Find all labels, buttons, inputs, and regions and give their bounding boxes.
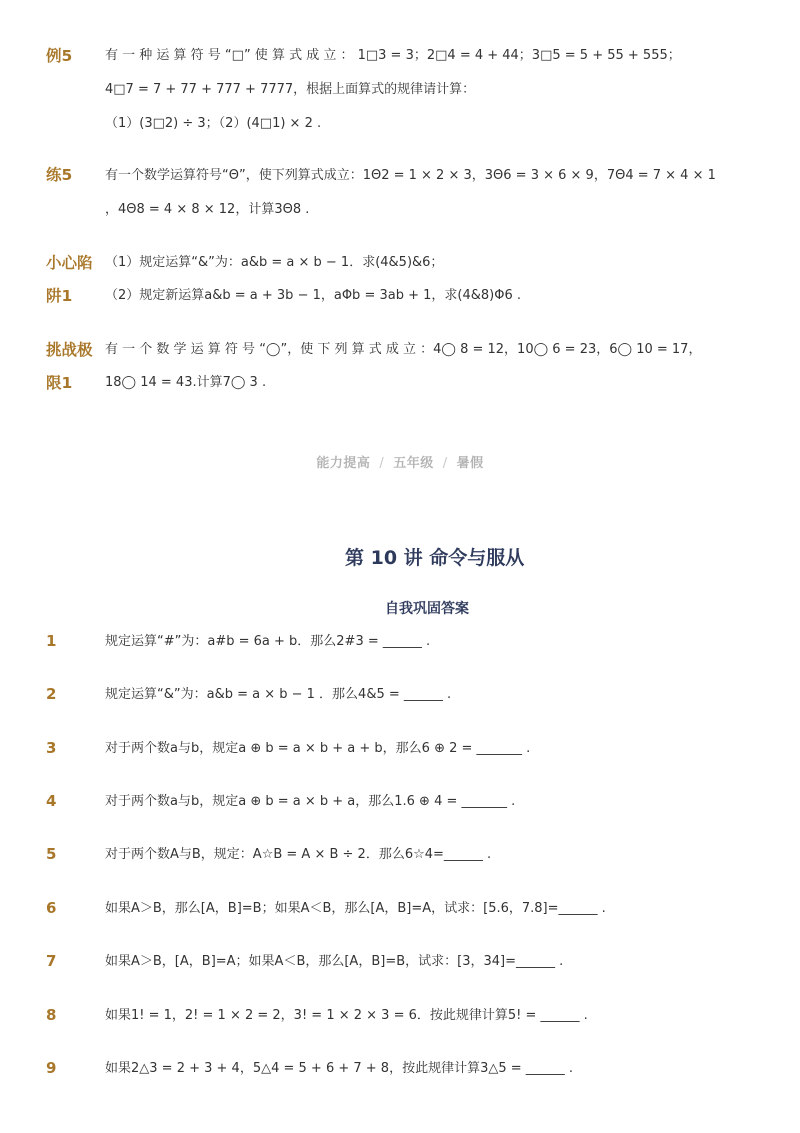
- problem-line: 有 一 个 数 学 运 算 符 号 “◯”，使 下 列 算 式 成 立 ：4◯ 8 = 12，10◯ 6 = 23，6◯ 10 = 17，: [105, 342, 702, 357]
- problem-line: 有 一 种 运 算 符 号 “□” 使 算 式 成 立 ： 1□3 = 3；2□4 = 4 + 44；3□5 = 5 + 55 + 555；: [105, 48, 681, 63]
- question-text: 对于两个数a与b，规定a ⊕ b = a × b + a，那么1.6 ⊕ 4 = _______ .: [105, 794, 516, 809]
- problem-label-practice5: 练5: [46, 166, 73, 184]
- problem-line: ，4Θ8 = 4 × 8 × 12，计算3Θ8 .: [105, 202, 310, 217]
- question-number: 9: [46, 1059, 57, 1077]
- problem-label-challenge1: 挑战极: [46, 341, 93, 359]
- question-number: 1: [46, 632, 57, 650]
- question-text: 对于两个数a与b，规定a ⊕ b = a × b + a + b，那么6 ⊕ 2 = _______ .: [105, 741, 531, 756]
- question-number: 4: [46, 792, 57, 810]
- question-text: 如果2△3 = 2 + 3 + 4，5△4 = 5 + 6 + 7 + 8，按此规律计算3△5 = ______ .: [105, 1061, 574, 1076]
- footer-part3: 暑假: [456, 456, 484, 471]
- problem-line: 有一个数学运算符号“Θ”，使下列算式成立：1Θ2 = 1 × 2 × 3，3Θ6 = 3 × 6 × 9，7Θ4 = 7 × 4 × 1: [105, 168, 716, 183]
- footer-part1: 能力提高: [316, 456, 371, 471]
- question-text: 对于两个数A与B，规定：A☆B = A × B ÷ 2．那么6☆4=______ .: [105, 847, 492, 862]
- footer-separator: /: [379, 456, 385, 471]
- question-text: 如果1! = 1，2! = 1 × 2 = 2，3! = 1 × 2 × 3 = 6．按此规律计算5! = ______ .: [105, 1008, 588, 1023]
- question-number: 2: [46, 685, 57, 703]
- question-text: 规定运算“#”为：a#b = 6a + b．那么2#3 = ______ .: [105, 634, 431, 649]
- problem-label-challenge1-line2: 限1: [46, 374, 73, 392]
- problem-label-example5: 例5: [46, 47, 73, 65]
- question-number: 6: [46, 899, 57, 917]
- question-text: 如果A＞B，[A，B]=A；如果A＜B，那么[A，B]=B，试求：[3，34]=______ .: [105, 954, 564, 969]
- problem-label-trap1-line2: 阱1: [46, 287, 73, 305]
- problem-line: （1）规定运算“&”为：a&b = a × b − 1．求(4&5)&6；: [105, 255, 444, 270]
- question-number: 8: [46, 1006, 57, 1024]
- chapter-title: 第 10 讲 命令与服从: [345, 547, 525, 569]
- footer-separator: /: [442, 456, 448, 471]
- problem-line: 4□7 = 7 + 77 + 777 + 7777，根据上面算式的规律请计算：: [105, 82, 476, 97]
- footer-part2: 五年级: [393, 456, 434, 471]
- section-title: 自我巩固答案: [385, 601, 469, 617]
- page-footer: [0, 452, 800, 471]
- problem-line: （2）规定新运算a&b = a + 3b − 1，aΦb = 3ab + 1，求(4&8)Φ6 .: [105, 288, 521, 303]
- problem-label-trap1: 小心陷: [46, 254, 93, 272]
- question-number: 5: [46, 845, 57, 863]
- question-text: 如果A＞B，那么[A，B]=B；如果A＜B，那么[A，B]=A，试求：[5.6，7.8]=______ .: [105, 901, 606, 916]
- problem-line: 18◯ 14 = 43.计算7◯ 3 .: [105, 375, 267, 390]
- question-number: 7: [46, 952, 57, 970]
- problem-line: （1）(3□2) ÷ 3；（2）(4□1) × 2 .: [105, 116, 322, 131]
- question-text: 规定运算“&”为：a&b = a × b − 1 ．那么4&5 = ______ .: [105, 687, 452, 702]
- question-number: 3: [46, 739, 57, 757]
